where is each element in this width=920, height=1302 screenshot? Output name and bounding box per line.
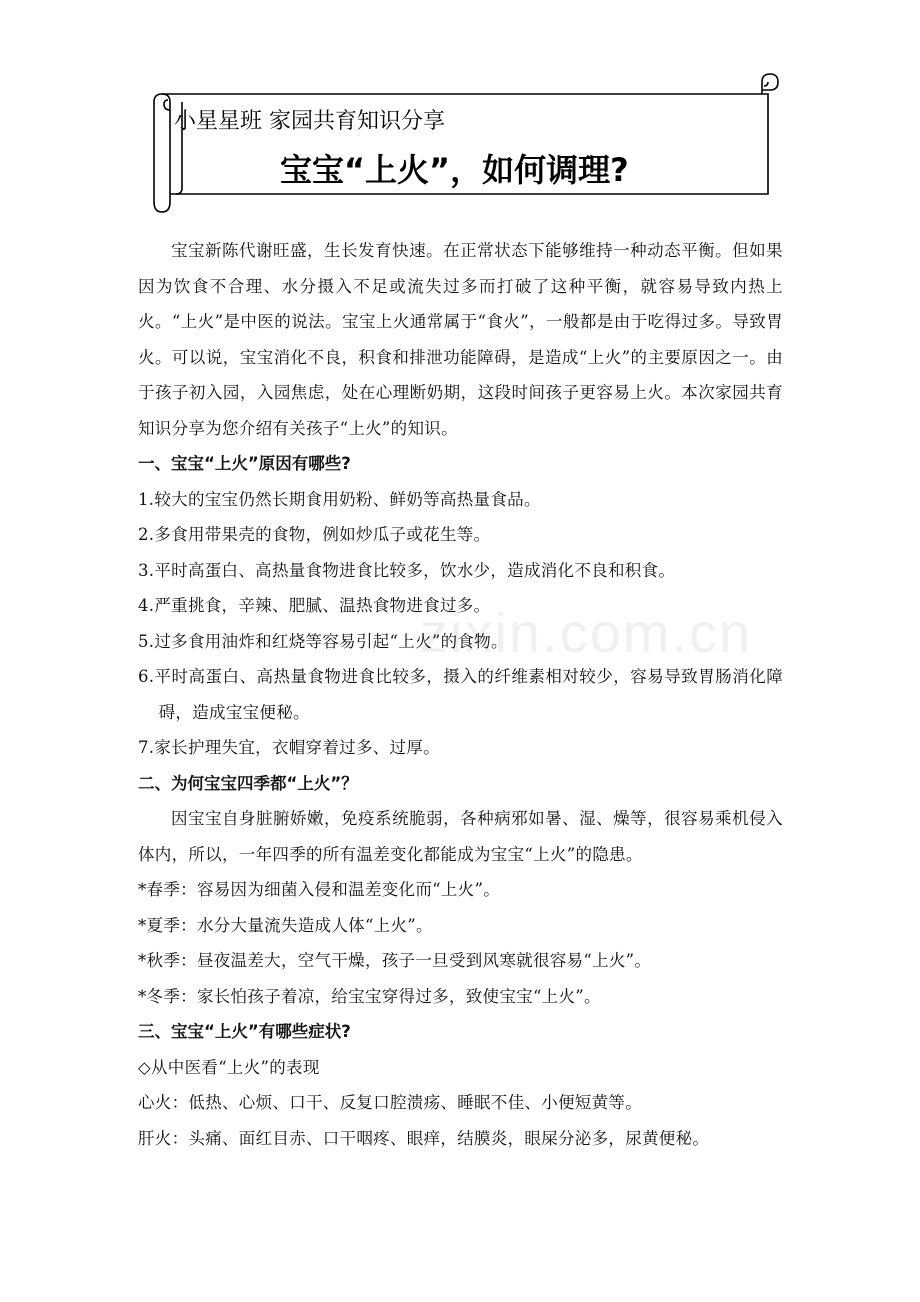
document-body [138,233,783,1156]
list-item: 5.过多食用油炸和红烧等容易引起“上火”的食物。 [138,631,508,651]
symptom-heart-fire: 心火：低热、心烦、口干、反复口腔溃疡、睡眠不佳、小便短黄等。 [138,1093,642,1112]
section-2-heading: 二、为何宝宝四季都“上火”？ [138,773,358,793]
section-3-heading: 三、宝宝“上火”有哪些症状? [138,1022,351,1041]
intro-paragraph: 宝宝新陈代谢旺盛，生长发育快速。在正常状态下能够维持一种动态平衡。但如果因为饮食不合理、水分摄入不足或流失过多而打破了这种平衡，就容易导致内热上火。“上火”是中医的说法。宝宝上火通常属于“食火”，一般都是由于吃得过多。导致胃火。可以说，宝宝消化不良，积食和排泄功能障碍，是造成“上火”的主要原因之一。由于孩子初入园，入园焦虑，处在心理断奶期，这段时间孩子更容易上火。本次家园共育知识分享为您介绍有关孩子“上火”的知识。 [138,241,783,438]
symptom-liver-fire: 肝火：头痛、面红目赤、口干咽疼、眼痒，结膜炎，眼屎分泌多，尿黄便秘。 [138,1128,710,1148]
season-item-spring: *春季：容易因为细菌入侵和温差变化而“上火”。 [138,880,501,899]
section-1-heading: 一、宝宝“上火”原因有哪些? [138,454,351,473]
season-item-autumn: *秋季：昼夜温差大，空气干燥，孩子一旦受到风寒就很容易“上火”。 [138,951,652,970]
list-item: 4.严重挑食，辛辣、肥腻、温热食物进食过多。 [138,596,491,615]
list-item: 7.家长护理失宜，衣帽穿着过多、过厚。 [138,738,440,757]
season-item-summer: *夏季：水分大量流失造成人体“上火”。 [138,915,433,935]
list-item: 2.多食用带果壳的食物，例如炒瓜子或花生等。 [138,525,491,544]
watermark-text: zixin.com.cn [420,601,753,664]
section-2-paragraph: 因宝宝自身脏腑娇嫩，免疫系统脆弱，各种病邪如暑、湿、燥等，很容易乘机侵入体内，所以，一年四季的所有温差变化都能成为宝宝“上火”的隐患。 [138,809,783,864]
list-item: 6.平时高蛋白、高热量食物进食比较多，摄入的纤维素相对较少，容易导致胃肠消化障碍，造成宝宝便秘。 [138,667,783,722]
page-title: 宝宝“上火”，如何调理? [280,151,629,189]
banner-subtitle: 小星星班 家园共育知识分享 [174,109,445,134]
season-item-winter: *冬季：家长怕孩子着凉，给宝宝穿得过多，致使宝宝“上火”。 [138,986,601,1006]
tcm-subheading: ◇从中医看“上火”的表现 [138,1057,320,1077]
list-item: 1.较大的宝宝仍然长期食用奶粉、鲜奶等高热量食品。 [138,489,541,509]
list-item: 3.平时高蛋白、高热量食物进食比较多，饮水少，造成消化不良和积食。 [138,560,676,580]
